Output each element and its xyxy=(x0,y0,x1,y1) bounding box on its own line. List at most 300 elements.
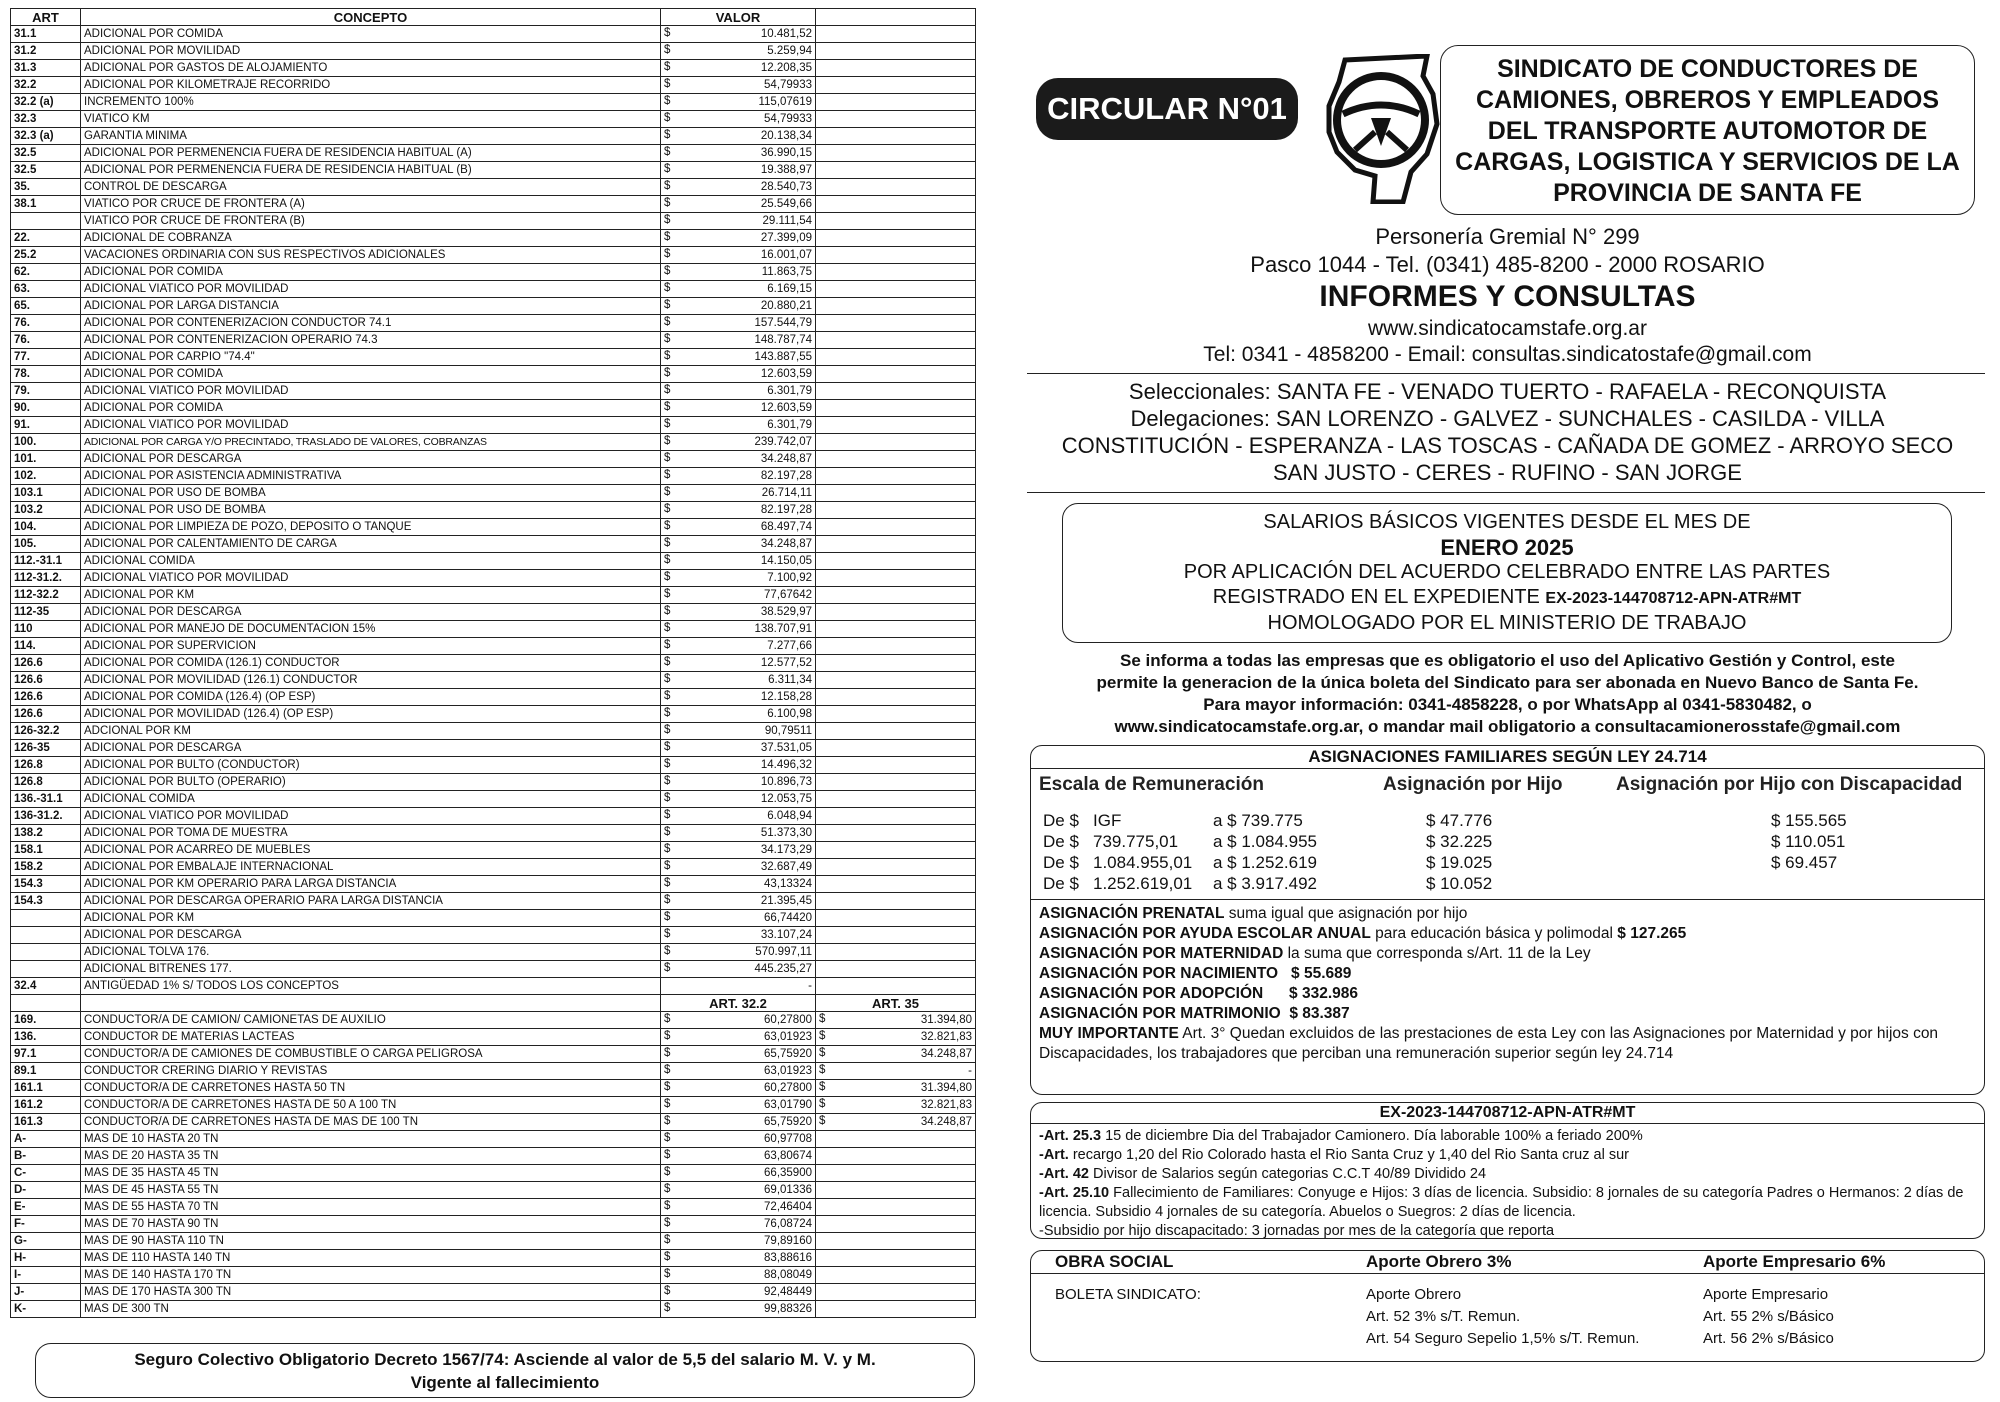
row-valor-amount: 12.053,75 xyxy=(760,792,812,805)
currency-sign: $ xyxy=(664,1217,671,1229)
table-row xyxy=(11,281,976,298)
row-concepto: ADICIONAL COMIDA xyxy=(81,553,661,570)
row-valor xyxy=(661,519,816,536)
row-concepto: ADICIONAL POR DESCARGA xyxy=(81,451,661,468)
table-row xyxy=(11,876,976,893)
contact-line: Tel: 0341 - 4858200 - Email: consultas.sindicatostafe@gmail.com xyxy=(1203,343,1812,366)
note-prenatal: ASIGNACIÓN PRENATAL suma igual que asignación por hijo xyxy=(1039,905,1468,922)
expediente-number: EX-2023-144708712-APN-ATR#MT xyxy=(1545,590,1802,607)
row-valor-amount: 34.248,87 xyxy=(760,537,812,550)
expediente-item: -Art. recargo 1,20 del Rio Colorado hasta el Rio Santa Cruz y 1,40 del Rio Santa cruz al sur xyxy=(1039,1147,1629,1163)
row-valor xyxy=(661,485,816,502)
table-row xyxy=(11,26,976,43)
row-valor-amount: 43,13324 xyxy=(764,877,812,890)
row-art322-value: $ 72,46404 xyxy=(661,1199,816,1216)
row-art322-value: $ 66,35900 xyxy=(661,1165,816,1182)
currency-sign: $ xyxy=(664,554,671,566)
row-concepto: ADICIONAL POR KILOMETRAJE RECORRIDO xyxy=(81,77,661,94)
row-valor xyxy=(661,247,816,264)
row-valor-amount: 10.481,52 xyxy=(760,27,812,40)
row-art: 38.1 xyxy=(11,196,81,213)
row-art: 154.3 xyxy=(11,893,81,910)
table-row xyxy=(11,366,976,383)
row-art35-value: $ 34.248,87 xyxy=(816,1114,976,1131)
table-row xyxy=(11,451,976,468)
note-adopcion: ASIGNACIÓN POR ADOPCIÓN $ 332.986 xyxy=(1039,985,1359,1002)
currency-sign: $ xyxy=(664,1285,671,1297)
row-art: J- xyxy=(11,1284,81,1301)
row-concepto: MAS DE 70 HASTA 90 TN xyxy=(81,1216,661,1233)
row-art: 101. xyxy=(11,451,81,468)
row-art35-value: $ 32.821,83 xyxy=(816,1097,976,1114)
row-art35-value xyxy=(816,1131,976,1148)
currency-sign: $ xyxy=(664,1149,671,1161)
row-art322-value: $ 69,01336 xyxy=(661,1182,816,1199)
row-valor xyxy=(661,417,816,434)
row-art: 102. xyxy=(11,468,81,485)
row-art: 126.6 xyxy=(11,655,81,672)
salary-table-section xyxy=(10,8,975,1318)
row-valor-amount: 33.107,24 xyxy=(760,928,812,941)
seguro-line-2: Vigente al fallecimiento xyxy=(410,1373,600,1392)
table-row xyxy=(11,349,976,366)
row-concepto: ADICIONAL POR MANEJO DE DOCUMENTACION 15% xyxy=(81,621,661,638)
currency-sign: $ xyxy=(664,877,671,889)
union-name-line: DEL TRANSPORTE AUTOMOTOR DE xyxy=(1487,117,1928,145)
row-art: 97.1 xyxy=(11,1046,81,1063)
row-valor xyxy=(661,502,816,519)
row-art322-value: $ 60,27800 xyxy=(661,1080,816,1097)
table-row xyxy=(11,1012,976,1029)
row-art: 169. xyxy=(11,1012,81,1029)
row-art: 31.2 xyxy=(11,43,81,60)
expediente-item: -Art. 25.3 15 de diciembre Dia del Trabajador Camionero. Día laborable 100% a feriado 200% xyxy=(1039,1128,1643,1144)
row-art: F- xyxy=(11,1216,81,1233)
row-art: 32.2 (a) xyxy=(11,94,81,111)
row-valor xyxy=(661,468,816,485)
row-art: 91. xyxy=(11,417,81,434)
divider xyxy=(1027,373,1985,374)
row-art35-value xyxy=(816,1182,976,1199)
table-row xyxy=(11,298,976,315)
row-valor-amount: 10.896,73 xyxy=(760,775,812,788)
currency-sign: $ xyxy=(664,1234,671,1246)
row-valor xyxy=(661,570,816,587)
empresario-line: Aporte Empresario xyxy=(1703,1286,1829,1303)
row-valor xyxy=(661,145,816,162)
note-matrimonio: ASIGNACIÓN POR MATRIMONIO $ 83.387 xyxy=(1039,1005,1350,1022)
row-valor-amount: 12.603,59 xyxy=(760,401,812,414)
divider xyxy=(1027,492,1985,493)
currency-sign: $ xyxy=(664,741,671,753)
currency-sign: $ xyxy=(664,248,671,260)
table-row xyxy=(11,655,976,672)
currency-sign: $ xyxy=(664,605,671,617)
expediente-list xyxy=(1031,1124,1984,1244)
row-valor xyxy=(661,43,816,60)
row-valor xyxy=(661,876,816,893)
row-art xyxy=(11,944,81,961)
aviso-line: Se informa a todas las empresas que es obligatorio el uso del Aplicativo Gestión y Control, este xyxy=(1120,651,1895,670)
table-row xyxy=(11,1097,976,1114)
table-body xyxy=(11,26,976,995)
row-concepto: ADICIONAL VIATICO POR MOVILIDAD xyxy=(81,281,661,298)
row-art322-value: $ 92,48449 xyxy=(661,1284,816,1301)
currency-sign: $ xyxy=(819,1013,826,1025)
row-art35-value xyxy=(816,1216,976,1233)
salarios-month: ENERO 2025 xyxy=(1440,535,1574,560)
salarios-box xyxy=(1062,503,1952,643)
row-concepto: ADICIONAL POR TOMA DE MUESTRA xyxy=(81,825,661,842)
row-concepto: ADICIONAL POR MOVILIDAD (126.1) CONDUCTOR xyxy=(81,672,661,689)
row-concepto: ADICIONAL POR DESCARGA OPERARIO PARA LARGA DISTANCIA xyxy=(81,893,661,910)
row-valor-amount: 90,79511 xyxy=(764,724,812,737)
row-valor-amount: 7.100,92 xyxy=(767,571,812,584)
row-concepto: ADICIONAL POR KM xyxy=(81,910,661,927)
row-valor-amount: 239.742,07 xyxy=(754,435,812,448)
row-art xyxy=(11,961,81,978)
table-row xyxy=(11,672,976,689)
website-link[interactable]: www.sindicatocamstafe.org.ar xyxy=(1368,317,1647,340)
table-row xyxy=(11,264,976,281)
currency-sign: $ xyxy=(664,469,671,481)
row-art322-value: $ 76,08724 xyxy=(661,1216,816,1233)
row-valor xyxy=(661,587,816,604)
table-row xyxy=(11,1250,976,1267)
currency-sign: $ xyxy=(664,146,671,158)
row-art322-value: $ 63,01923 xyxy=(661,1029,816,1046)
row-concepto: ADICIONAL POR KM xyxy=(81,587,661,604)
row-valor-amount: 82.197,28 xyxy=(760,469,812,482)
col-discapacidad: Asignación por Hijo con Discapacidad xyxy=(1616,774,1963,795)
header-concepto: CONCEPTO xyxy=(81,9,661,26)
row-valor-amount: 148.787,74 xyxy=(754,333,812,346)
row-concepto: MAS DE 35 HASTA 45 TN xyxy=(81,1165,661,1182)
row-valor-amount: 115,07619 xyxy=(758,95,812,108)
obra-social-title: OBRA SOCIAL xyxy=(1055,1252,1174,1271)
row-valor-amount: 16.001,07 xyxy=(760,248,812,261)
asignacion-row: De $ 1.084.955,01 a $ 1.252.619 $ 19.025 $ 69.457 xyxy=(1043,853,1838,872)
row-valor-amount: 51.373,30 xyxy=(760,826,812,839)
currency-sign: $ xyxy=(664,1013,671,1025)
row-art: 126-32.2 xyxy=(11,723,81,740)
row-art322-value: $ 65,75920 xyxy=(661,1046,816,1063)
aporte-obrero-title: Aporte Obrero 3% xyxy=(1366,1252,1512,1271)
row-art35-value xyxy=(816,1284,976,1301)
currency-sign: $ xyxy=(664,163,671,175)
table-row xyxy=(11,43,976,60)
row-concepto: ADICIONAL POR MOVILIDAD xyxy=(81,43,661,60)
table-row xyxy=(11,791,976,808)
row-art: 78. xyxy=(11,366,81,383)
header-empty xyxy=(816,9,976,26)
currency-sign: $ xyxy=(664,95,671,107)
row-valor-amount: 27.399,09 xyxy=(760,231,812,244)
currency-sign: $ xyxy=(664,639,671,651)
row-valor xyxy=(661,298,816,315)
union-name-line: PROVINCIA DE SANTA FE xyxy=(1553,179,1862,207)
table-row xyxy=(11,230,976,247)
seguro-line-1: Seguro Colectivo Obligatorio Decreto 1567/74: Asciende al valor de 5,5 del salario M. V. y M. xyxy=(134,1350,876,1369)
currency-sign: $ xyxy=(664,843,671,855)
row-concepto: VACACIONES ORDINARIA CON SUS RESPECTIVOS ADICIONALES xyxy=(81,247,661,264)
row-valor xyxy=(661,927,816,944)
asignaciones-table xyxy=(1031,769,1984,900)
row-art: 161.3 xyxy=(11,1114,81,1131)
row-concepto: ADICIONAL POR MOVILIDAD (126.4) (OP ESP) xyxy=(81,706,661,723)
currency-sign: $ xyxy=(664,962,671,974)
currency-sign: $ xyxy=(664,503,671,515)
currency-sign: $ xyxy=(664,1166,671,1178)
salarios-line-4: REGISTRADO EN EL EXPEDIENTE EX-2023-144708712-APN-ATR#MT xyxy=(1212,586,1802,608)
row-art35-value xyxy=(816,1250,976,1267)
currency-sign: $ xyxy=(664,1115,671,1127)
row-concepto: ADICIONAL POR COMIDA (126.4) (OP ESP) xyxy=(81,689,661,706)
table-row xyxy=(11,502,976,519)
table-row xyxy=(11,553,976,570)
row-valor xyxy=(661,349,816,366)
row-concepto: CONDUCTOR CRERING DIARIO Y REVISTAS xyxy=(81,1063,661,1080)
table-row xyxy=(11,162,976,179)
row-valor-amount: 6.301,79 xyxy=(767,418,812,431)
row-concepto: MAS DE 10 HASTA 20 TN xyxy=(81,1131,661,1148)
aviso-line: permite la generacion de la única boleta del Sindicato para ser abonada en Nuevo Banco de Santa Fe. xyxy=(1096,673,1919,692)
row-valor xyxy=(661,706,816,723)
row-art: C- xyxy=(11,1165,81,1182)
row-art: 90. xyxy=(11,400,81,417)
table-row xyxy=(11,1233,976,1250)
row-concepto: ADICIONAL POR DESCARGA xyxy=(81,604,661,621)
row-concepto: MAS DE 110 HASTA 140 TN xyxy=(81,1250,661,1267)
row-concepto: CONDUCTOR/A DE CAMIONES DE COMBUSTIBLE O CARGA PELIGROSA xyxy=(81,1046,661,1063)
currency-sign: $ xyxy=(664,180,671,192)
obrero-line: Art. 52 3% s/T. Remun. xyxy=(1366,1308,1521,1325)
currency-sign: $ xyxy=(664,265,671,277)
row-valor-amount: 570.997,11 xyxy=(755,945,812,958)
currency-sign: $ xyxy=(664,316,671,328)
row-valor-amount: 68.497,74 xyxy=(760,520,812,533)
row-valor xyxy=(661,400,816,417)
table-row xyxy=(11,706,976,723)
row-concepto: ADICIONAL POR CARPIO "74.4" xyxy=(81,349,661,366)
currency-sign: $ xyxy=(664,673,671,685)
row-art: 161.2 xyxy=(11,1097,81,1114)
note-maternidad: ASIGNACIÓN POR MATERNIDAD la suma que corresponda s/Art. 11 de la Ley xyxy=(1039,945,1591,962)
row-art35-value: $ 31.394,80 xyxy=(816,1080,976,1097)
row-valor xyxy=(661,451,816,468)
table-row xyxy=(11,808,976,825)
row-concepto: ADICIONAL DE COBRANZA xyxy=(81,230,661,247)
table-subheader-row xyxy=(11,995,976,1012)
table-row xyxy=(11,1267,976,1284)
table-row xyxy=(11,1131,976,1148)
currency-sign: $ xyxy=(664,129,671,141)
row-concepto: ADICIONAL POR ACARREO DE MUEBLES xyxy=(81,842,661,859)
row-art: 76. xyxy=(11,315,81,332)
table-row xyxy=(11,60,976,77)
row-valor xyxy=(661,604,816,621)
row-valor-amount: 21.395,45 xyxy=(760,894,812,907)
row-concepto: ADICIONAL VIATICO POR MOVILIDAD xyxy=(81,808,661,825)
asignacion-row: De $ IGF a $ 739.775 $ 47.776 $ 155.565 xyxy=(1043,811,1847,830)
table-row xyxy=(11,723,976,740)
currency-sign: $ xyxy=(664,1047,671,1059)
table-row xyxy=(11,145,976,162)
row-valor xyxy=(661,213,816,230)
row-concepto: MAS DE 140 HASTA 170 TN xyxy=(81,1267,661,1284)
row-art322-value: $ 60,97708 xyxy=(661,1131,816,1148)
union-name-line: CAMIONES, OBREROS Y EMPLEADOS xyxy=(1475,86,1940,114)
row-valor xyxy=(661,621,816,638)
row-art: 138.2 xyxy=(11,825,81,842)
row-valor xyxy=(661,128,816,145)
row-valor xyxy=(661,961,816,978)
row-art: A- xyxy=(11,1131,81,1148)
currency-sign: $ xyxy=(664,384,671,396)
row-art: 112.-31.1 xyxy=(11,553,81,570)
address-line: Pasco 1044 - Tel. (0341) 485-8200 - 2000 ROSARIO xyxy=(1250,252,1765,277)
row-art35-value: $ 32.821,83 xyxy=(816,1029,976,1046)
row-concepto: MAS DE 55 HASTA 70 TN xyxy=(81,1199,661,1216)
row-art322-value: $ 65,75920 xyxy=(661,1114,816,1131)
currency-sign: $ xyxy=(664,401,671,413)
row-art35-value xyxy=(816,1199,976,1216)
currency-sign: $ xyxy=(664,1268,671,1280)
row-art: 136-31.2. xyxy=(11,808,81,825)
row-art xyxy=(11,213,81,230)
table-row xyxy=(11,519,976,536)
row-valor xyxy=(661,230,816,247)
table-body-categorias xyxy=(11,995,976,1318)
row-concepto: ADICIONAL POR KM OPERARIO PARA LARGA DISTANCIA xyxy=(81,876,661,893)
row-art: 126.6 xyxy=(11,672,81,689)
row-valor xyxy=(661,808,816,825)
row-art35-value xyxy=(816,1301,976,1318)
empresario-line: Art. 56 2% s/Básico xyxy=(1703,1330,1834,1347)
row-art: 126.8 xyxy=(11,774,81,791)
currency-sign: $ xyxy=(819,1081,826,1093)
col-escala: Escala de Remuneración xyxy=(1039,774,1264,795)
row-concepto: GARANTIA MINIMA xyxy=(81,128,661,145)
row-concepto: ADICIONAL POR COMIDA xyxy=(81,264,661,281)
row-valor xyxy=(661,723,816,740)
row-art: 32.3 xyxy=(11,111,81,128)
row-concepto: VIATICO POR CRUCE DE FRONTERA (B) xyxy=(81,213,661,230)
currency-sign: $ xyxy=(664,486,671,498)
aviso-line: Para mayor información: 0341-4858228, o por WhatsApp al 0341-5830482, o xyxy=(1203,695,1812,714)
table-row xyxy=(11,247,976,264)
row-concepto: VIATICO KM xyxy=(81,111,661,128)
row-concepto: ADICIONAL POR DESCARGA xyxy=(81,927,661,944)
row-valor-amount: 36.990,15 xyxy=(760,146,812,159)
row-art: 154.3 xyxy=(11,876,81,893)
row-concepto: ADICIONAL POR COMIDA (126.1) CONDUCTOR xyxy=(81,655,661,672)
row-art322-value: $ 99,88326 xyxy=(661,1301,816,1318)
row-valor-amount: 12.577,52 xyxy=(760,656,812,669)
currency-sign: $ xyxy=(664,826,671,838)
currency-sign: $ xyxy=(664,792,671,804)
seccionales-block xyxy=(1030,378,1985,486)
row-art: 126.6 xyxy=(11,706,81,723)
currency-sign: $ xyxy=(664,299,671,311)
row-art: 112-32.2 xyxy=(11,587,81,604)
row-art: H- xyxy=(11,1250,81,1267)
currency-sign: $ xyxy=(664,656,671,668)
salarios-line-5: HOMOLOGADO POR EL MINISTERIO DE TRABAJO xyxy=(1267,612,1747,634)
expediente-title: EX-2023-144708712-APN-ATR#MT xyxy=(1031,1103,1984,1124)
table-row xyxy=(11,111,976,128)
table-row xyxy=(11,1114,976,1131)
currency-sign: $ xyxy=(664,707,671,719)
table-row xyxy=(11,1080,976,1097)
row-concepto: ADICIONAL VIATICO POR MOVILIDAD xyxy=(81,417,661,434)
row-art xyxy=(11,927,81,944)
row-art: 31.3 xyxy=(11,60,81,77)
row-art: 103.2 xyxy=(11,502,81,519)
seccionales-line: SAN JUSTO - CERES - RUFINO - SAN JORGE xyxy=(1273,460,1742,485)
row-art: 158.2 xyxy=(11,859,81,876)
currency-sign: $ xyxy=(664,61,671,73)
note-importante: MUY IMPORTANTE Art. 3° Quedan excluidos de las prestaciones de esta Ley con las Asignaciones por Maternidad y por hijos con Discapacidades, los trabajadores que perciban una remuneración superior según ley 24.714 xyxy=(1039,1025,1939,1062)
table-row xyxy=(11,1199,976,1216)
row-concepto: ADICIONAL POR BULTO (OPERARIO) xyxy=(81,774,661,791)
circular-badge: CIRCULAR N°01 xyxy=(1036,78,1298,140)
row-valor-amount: 54,79933 xyxy=(764,112,812,125)
obra-social-box xyxy=(1030,1250,1985,1362)
currency-sign: $ xyxy=(664,27,671,39)
conceptos-table xyxy=(10,8,976,1318)
row-art35-value: $ 31.394,80 xyxy=(816,1012,976,1029)
row-valor xyxy=(661,978,816,995)
row-art xyxy=(11,910,81,927)
table-row xyxy=(11,621,976,638)
row-art: 62. xyxy=(11,264,81,281)
row-art35-value: $ 34.248,87 xyxy=(816,1046,976,1063)
table-row xyxy=(11,1148,976,1165)
row-art: G- xyxy=(11,1233,81,1250)
table-row xyxy=(11,94,976,111)
row-art: 100. xyxy=(11,434,81,451)
row-valor xyxy=(661,60,816,77)
row-concepto: CONDUCTOR/A DE CARRETONES HASTA DE 50 A 100 TN xyxy=(81,1097,661,1114)
row-valor-amount: 32.687,49 xyxy=(760,860,812,873)
row-concepto: CONDUCTOR/A DE CARRETONES HASTA 50 TN xyxy=(81,1080,661,1097)
row-concepto: CONTROL DE DESCARGA xyxy=(81,179,661,196)
row-concepto: MAS DE 45 HASTA 55 TN xyxy=(81,1182,661,1199)
row-art: 79. xyxy=(11,383,81,400)
currency-sign: $ xyxy=(664,1030,671,1042)
table-row xyxy=(11,978,976,995)
row-concepto: ADICIONAL BITRENES 177. xyxy=(81,961,661,978)
row-valor xyxy=(661,910,816,927)
row-valor-amount: 157.544,79 xyxy=(754,316,812,329)
row-valor xyxy=(661,281,816,298)
row-valor xyxy=(661,825,816,842)
row-valor xyxy=(661,944,816,961)
row-valor-amount: 12.603,59 xyxy=(760,367,812,380)
row-art322-value: $ 63,01923 xyxy=(661,1063,816,1080)
row-valor-amount: 11.863,75 xyxy=(761,265,812,278)
row-concepto: ADICIONAL POR USO DE BOMBA xyxy=(81,502,661,519)
row-concepto: MAS DE 90 HASTA 110 TN xyxy=(81,1233,661,1250)
row-valor-amount: 82.197,28 xyxy=(760,503,812,516)
row-valor-amount: 5.259,94 xyxy=(767,44,812,57)
table-row xyxy=(11,1165,976,1182)
row-valor xyxy=(661,791,816,808)
row-art: 77. xyxy=(11,349,81,366)
row-concepto: MAS DE 300 TN xyxy=(81,1301,661,1318)
row-valor xyxy=(661,162,816,179)
